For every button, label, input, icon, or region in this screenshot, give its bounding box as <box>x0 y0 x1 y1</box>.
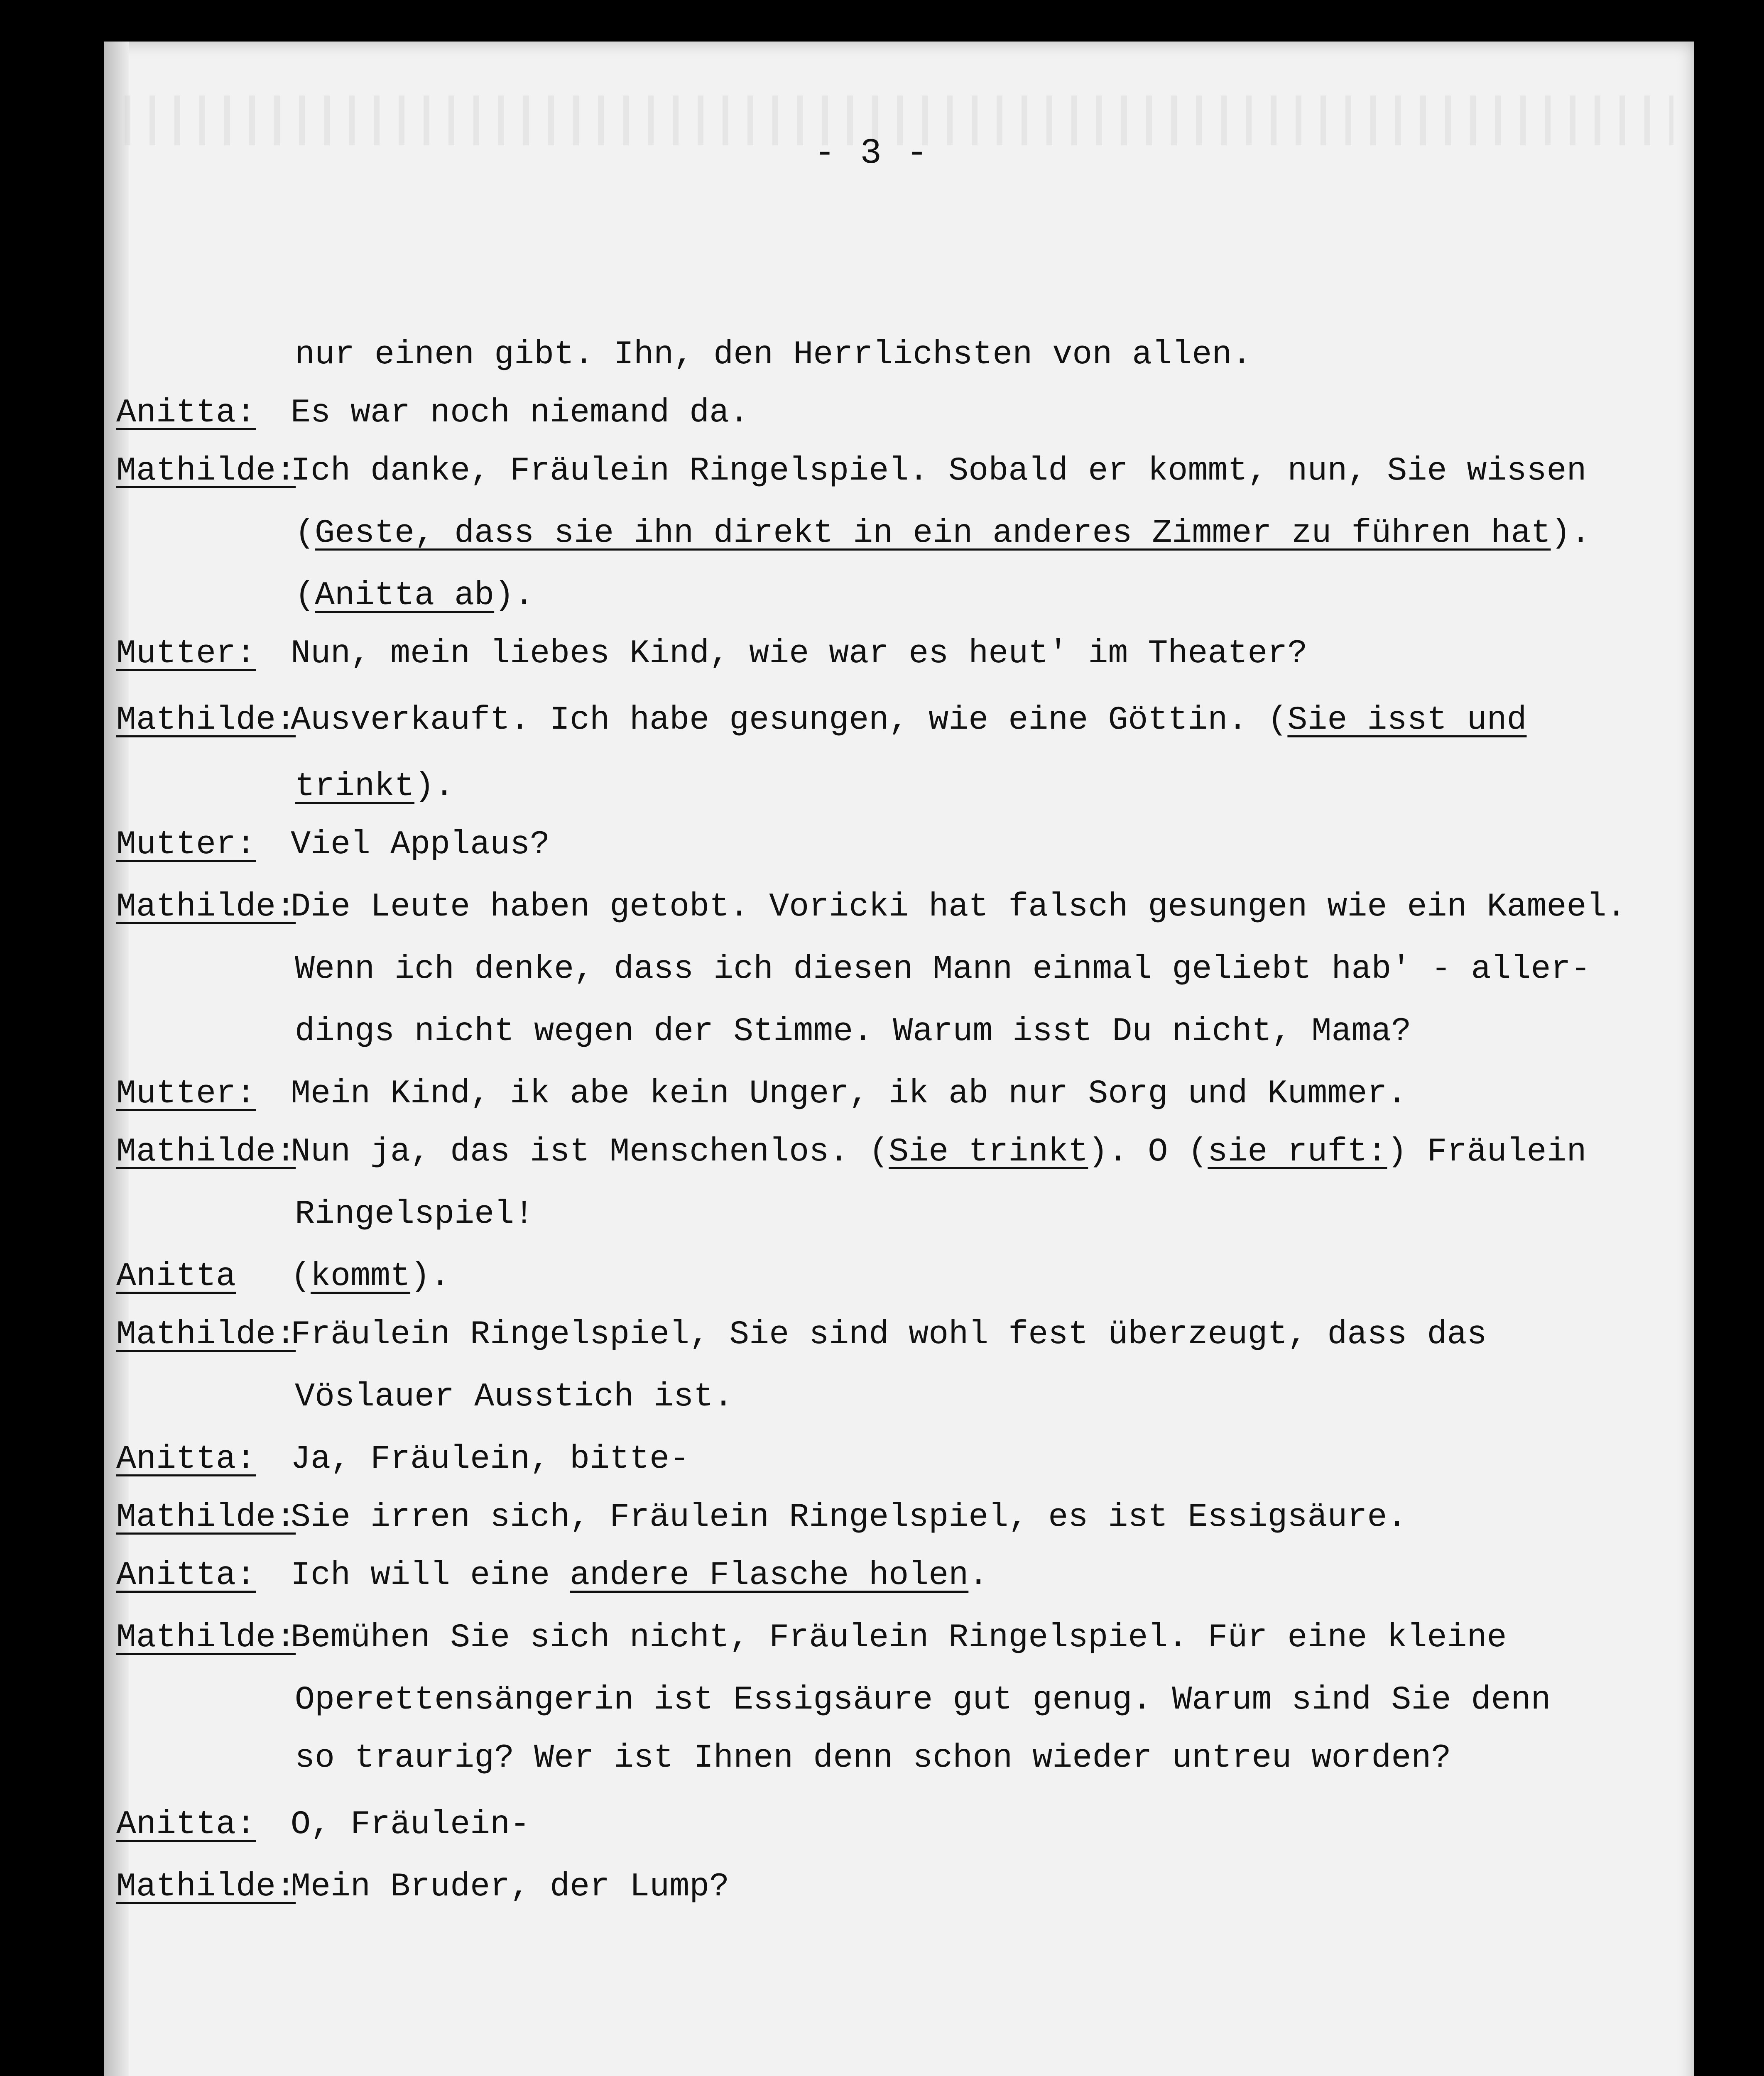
speaker-label: Mutter: <box>116 635 256 673</box>
dialogue-line <box>291 382 749 444</box>
dialogue-line <box>295 1001 1411 1063</box>
line-text: O, Fräulein- <box>291 1806 530 1843</box>
dialogue-line <box>291 1304 1487 1366</box>
line-text: Sie irren sich, Fräulein Ringelspiel, es ist Essigsäure. <box>291 1498 1407 1536</box>
speaker-label: Anitta: <box>116 1557 256 1594</box>
dialogue-line <box>291 876 1627 938</box>
line-text: Mein Kind, ik abe kein Unger, ik ab nur Sorg und Kummer. <box>291 1075 1407 1113</box>
speaker-label: Mutter: <box>116 826 256 864</box>
dialogue-line <box>291 440 1587 502</box>
line-text: Mein Bruder, der Lump? <box>291 1868 730 1906</box>
dialogue-line <box>291 1486 1407 1549</box>
line-text: Die Leute haben getobt. Voricki hat falsch gesungen wie ein Kameel. <box>291 888 1627 926</box>
dialogue-line <box>291 689 1526 752</box>
speaker-label: Anitta <box>116 1258 236 1295</box>
line-text: Wenn ich denke, dass ich diesen Mann einmal geliebt hab' - aller- <box>295 950 1591 988</box>
dialogue-line <box>291 1246 450 1308</box>
line-text: nur einen gibt. Ihn, den Herrlichsten von allen. <box>295 336 1252 374</box>
dialogue-line <box>291 1063 1407 1125</box>
speaker-label: Mathilde: <box>116 1133 296 1171</box>
dialogue-line <box>291 1607 1507 1669</box>
speaker-label: Mathilde: <box>116 1316 296 1354</box>
line-text: ). <box>410 1258 451 1295</box>
stage-direction-text: andere Flasche holen <box>570 1557 969 1594</box>
speaker-label: Anitta: <box>116 394 256 432</box>
line-text: ). <box>494 577 534 614</box>
speaker-label: Mathilde: <box>116 1498 296 1536</box>
speaker-label: Mathilde: <box>116 1619 296 1657</box>
line-text: Ich will eine <box>291 1557 570 1594</box>
line-text: Fräulein Ringelspiel, Sie sind wohl fest überzeugt, dass das <box>291 1316 1487 1354</box>
line-text: ). <box>1551 514 1591 552</box>
line-text: Ausverkauft. Ich habe gesungen, wie eine Göttin. ( <box>291 701 1288 739</box>
dialogue-line <box>291 1545 988 1607</box>
stage-direction-text: kommt <box>311 1258 411 1295</box>
line-text: Ringelspiel! <box>295 1195 534 1233</box>
stage-direction-text: Sie trinkt <box>889 1133 1088 1171</box>
speaker-label: Mathilde: <box>116 452 296 490</box>
dialogue-line <box>295 324 1252 386</box>
dialogue-line <box>291 1856 729 1918</box>
line-text: so traurig? Wer ist Ihnen denn schon wieder untreu worden? <box>295 1739 1451 1777</box>
speaker-label: Mathilde: <box>116 888 296 926</box>
typescript-page <box>104 42 1694 2076</box>
line-text: Ja, Fräulein, bitte- <box>291 1440 690 1478</box>
line-text: ). O ( <box>1088 1133 1208 1171</box>
line-text: ( <box>295 577 315 614</box>
speaker-label: Mathilde: <box>116 1868 296 1906</box>
stage-direction-text: Sie isst und <box>1287 701 1527 739</box>
line-text: Nun, mein liebes Kind, wie war es heut' im Theater? <box>291 635 1308 673</box>
line-text: Viel Applaus? <box>291 826 550 864</box>
line-text: Ich danke, Fräulein Ringelspiel. Sobald er kommt, nun, Sie wissen <box>291 452 1587 490</box>
dialogue-line <box>291 1794 530 1856</box>
speaker-label: Anitta: <box>116 1806 256 1843</box>
speaker-label: Mathilde: <box>116 701 296 739</box>
line-text: Es war noch niemand da. <box>291 394 750 432</box>
speaker-label: Anitta: <box>116 1440 256 1478</box>
dialogue-line <box>291 1121 1587 1183</box>
page-fold-shadow <box>104 42 129 2076</box>
dialogue-line <box>295 1727 1451 1790</box>
stage-direction-text: sie ruft: <box>1208 1133 1387 1171</box>
line-text: ( <box>291 1258 311 1295</box>
dialogue-line <box>291 1428 689 1491</box>
dialogue-line <box>295 938 1591 1001</box>
page-number: - 3 - <box>814 133 930 174</box>
stage-direction-text: Geste, dass sie ihn direkt in ein anderes Zimmer zu führen hat <box>315 514 1551 552</box>
dialogue-line <box>291 814 550 876</box>
line-text: ( <box>295 514 315 552</box>
dialogue-line <box>295 1183 534 1246</box>
dialogue-line <box>295 1366 733 1428</box>
dialogue-line <box>291 623 1307 685</box>
stage-direction-text: Anitta ab <box>315 577 495 614</box>
line-text: Operettensängerin ist Essigsäure gut genug. Warum sind Sie denn <box>295 1681 1551 1719</box>
dialogue-line <box>295 565 534 627</box>
stage-direction-text: trinkt <box>295 768 415 805</box>
line-text: . <box>968 1557 989 1594</box>
line-text: Nun ja, das ist Menschenlos. ( <box>291 1133 889 1171</box>
line-text: dings nicht wegen der Stimme. Warum isst Du nicht, Mama? <box>295 1013 1411 1050</box>
dialogue-line <box>295 502 1591 565</box>
line-text: ) Fräulein <box>1387 1133 1587 1171</box>
line-text: Vöslauer Ausstich ist. <box>295 1378 734 1416</box>
dialogue-line <box>295 1669 1551 1731</box>
speaker-label: Mutter: <box>116 1075 256 1113</box>
dialogue-line <box>295 756 454 818</box>
line-text: Bemühen Sie sich nicht, Fräulein Ringelspiel. Für eine kleine <box>291 1619 1507 1657</box>
line-text: ). <box>414 768 455 805</box>
